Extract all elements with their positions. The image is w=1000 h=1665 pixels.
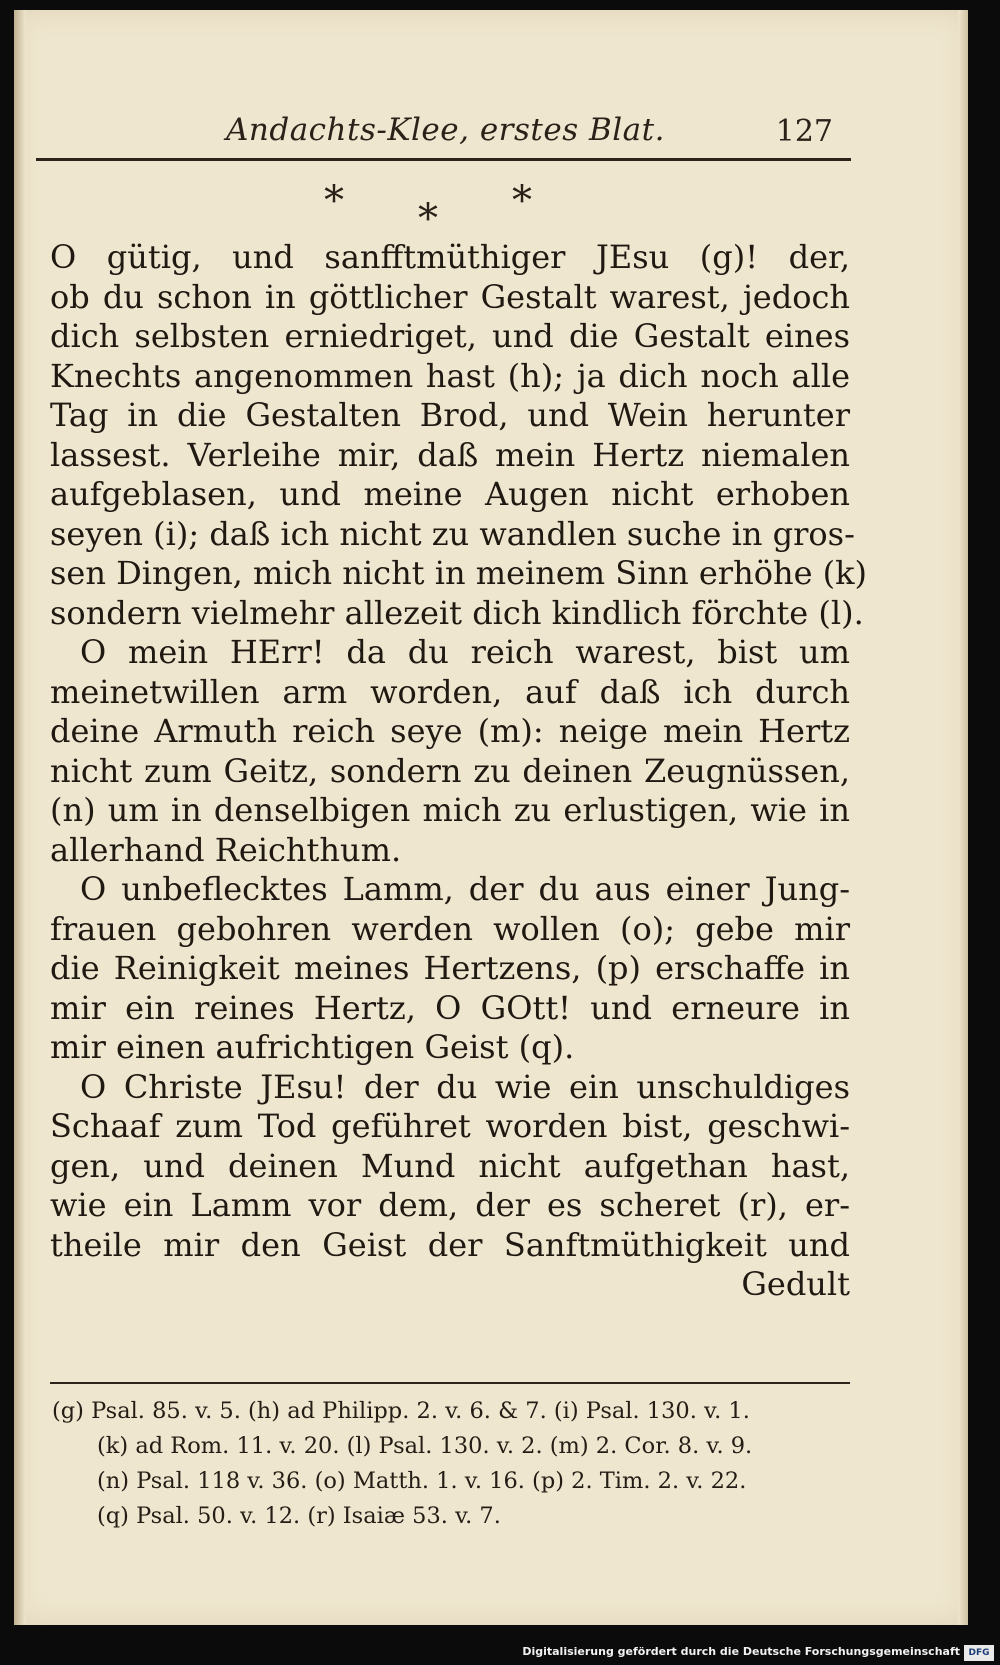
text-line: nicht zum Geitz, sondern zu deinen Zeugnüssen, bbox=[50, 751, 850, 790]
asterisk: * bbox=[512, 178, 532, 224]
text-line: O unbeflecktes Lamm, der du aus einer Jung- bbox=[80, 870, 850, 908]
catchword: Gedult bbox=[741, 1265, 850, 1303]
text-line: (n) um in denselbigen mich zu erlustigen, wie in bbox=[50, 791, 850, 829]
text-line: deine Armuth reich seye (m): neige mein Hertz bbox=[50, 712, 850, 750]
text-line: Knechts angenommen hast (h); ja dich noch alle bbox=[50, 356, 850, 395]
text-line: allerhand Reichthum. bbox=[50, 830, 402, 869]
text-line: dich selbsten erniedriget, und die Gestalt eines bbox=[50, 317, 850, 355]
funding-credit: Digitalisierung gefördert durch die Deutsche Forschungsgemeinschaft bbox=[522, 1645, 960, 1658]
text-line: seyen (i); daß ich nicht zu wandlen suche in gros- bbox=[50, 514, 855, 553]
footnote-line: (g) Psal. 85. v. 5. (h) ad Philipp. 2. v. 6. & 7. (i) Psal. 130. v. 1. bbox=[52, 1398, 750, 1424]
text-line: O mein HErr! da du reich warest, bist um bbox=[80, 633, 850, 671]
text-line: gen, und deinen Mund nicht aufgethan hast, bbox=[50, 1146, 850, 1185]
text-line: lassest. Verleihe mir, daß mein Hertz niemalen bbox=[50, 435, 850, 474]
footer-bar bbox=[0, 1642, 1000, 1665]
page-header bbox=[36, 106, 851, 161]
footnote-line: (k) ad Rom. 11. v. 20. (l) Psal. 130. v. 2. (m) 2. Cor. 8. v. 9. bbox=[97, 1433, 753, 1459]
text-line: O gütig, und sanfftmüthiger JEsu (g)! der, bbox=[50, 238, 850, 276]
asterisk: * bbox=[324, 178, 344, 224]
footnote-line: (n) Psal. 118 v. 36. (o) Matth. 1. v. 16. (p) 2. Tim. 2. v. 22. bbox=[97, 1468, 747, 1494]
text-line: ob du schon in göttlicher Gestalt warest, jedoch bbox=[50, 277, 850, 316]
footnotes bbox=[52, 1394, 852, 1534]
text-line: sondern vielmehr allezeit dich kindlich förchte (l). bbox=[50, 593, 864, 632]
footnote-line: (q) Psal. 50. v. 12. (r) Isaiæ 53. v. 7. bbox=[97, 1503, 501, 1529]
page-number: 127 bbox=[775, 114, 833, 149]
text-line: aufgeblasen, und meine Augen nicht erhoben bbox=[50, 475, 850, 513]
asterism-ornament bbox=[324, 178, 584, 242]
text-line: O Christe JEsu! der du wie ein unschuldiges bbox=[80, 1067, 850, 1106]
text-line: theile mir den Geist der Sanftmüthigkeit und bbox=[50, 1225, 850, 1264]
text-line: mir einen aufrichtigen Geist (q). bbox=[50, 1028, 575, 1066]
text-line: wie ein Lamm vor dem, der es scheret (r), er- bbox=[50, 1186, 850, 1224]
text-line: meinetwillen arm worden, auf daß ich durch bbox=[50, 672, 850, 711]
text-line: mir ein reines Hertz, O GOtt! und erneure in bbox=[50, 988, 850, 1027]
prayer-text bbox=[50, 238, 868, 1305]
text-line: Schaaf zum Tod geführet worden bist, geschwi- bbox=[50, 1107, 850, 1145]
text-line: die Reinigkeit meines Hertzens, (p) erschaffe in bbox=[50, 949, 850, 987]
footnote-divider bbox=[50, 1382, 850, 1384]
book-page bbox=[14, 10, 968, 1625]
asterisk: * bbox=[418, 196, 438, 242]
text-line: frauen gebohren werden wollen (o); gebe mir bbox=[50, 909, 850, 948]
running-title: Andachts-Klee, erstes Blat. bbox=[226, 112, 665, 148]
dfg-logo-icon: DFG bbox=[964, 1645, 994, 1661]
text-line: Tag in die Gestalten Brod, und Wein herunter bbox=[50, 396, 850, 434]
text-line: sen Dingen, mich nicht in meinem Sinn erhöhe (k) bbox=[50, 554, 868, 592]
